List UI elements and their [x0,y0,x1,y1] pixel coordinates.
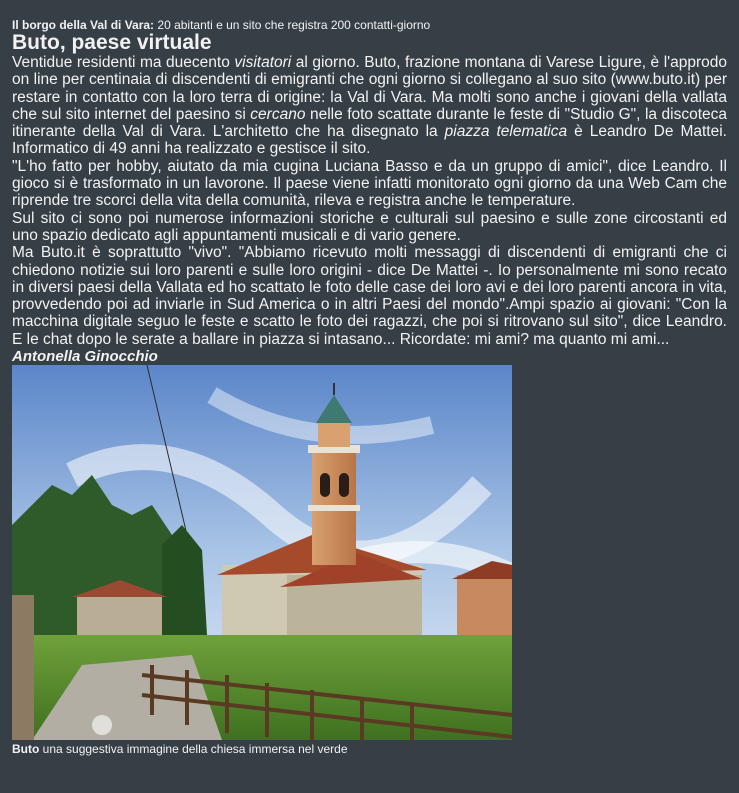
kicker-bold: Il borgo della Val di Vara: [12,18,155,32]
paragraph-info: Sul sito ci sono poi numerose informazioni storiche e culturali sul paesino e sulle zone circostanti ed uno spazio dedicato agli appuntamenti musicali e di vario genere. [12,209,727,244]
article-body [12,54,727,348]
caption-text: una suggestiva immagine della chiesa immersa nel verde [42,742,348,757]
text-run: al giorno. Buto, frazione montana di Varese Ligure, è l'approdo on line per centinaia di discendenti di emigranti che ogni giorno si collegano al suo sito (www.buto.it) per restare in contatto con la loro terra di origine: la Val di Vara. Ma molti sono anche i giovani della vallata che sul sito internet del paesino si [12,54,727,123]
page-title: Buto, paese virtuale [12,31,212,54]
paragraph-vivo: Ma Buto.it è soprattutto "vivo". "Abbiamo ricevuto molti messaggi di discendenti di emigranti che ci chiedono notizie sui loro parenti e sulle loro origini - dice De Mattei -. Io personalmente mi sono recato in diversi paesi della Vallata ed ho scattato le foto delle case dei loro avi e dei loro parenti ancora in vita, provvedendo poi ad inviarle in Sud America o in altri Paesi del mondo".Ampi spazio ai giovani: "Con la macchina digitale seguo le feste e scatto le foto dei ragazzi, che poi si ritrovano sul sito", dice Leandro. E le chat dopo le serate a ballare in piazza si intasano... Ricordate: mi ami? ma quanto mi ami... [12,244,727,348]
paragraph-hobby: "L'ho fatto per hobby, aiutato da mia cugina Luciana Basso e da un gruppo di amici", dice Leandro. Il gioco si è trasformato in un lavorone. Il paese viene infatti monitorato ogni giorno da una Web Cam che riprende tre scorci della vita della comunità, rileva e registra anche le temperature. [12,157,727,210]
church-photo [12,365,512,740]
kicker-text: 20 abitanti e un sito che registra 200 contatti-giorno [157,18,431,32]
text-run: Ventidue residenti ma duecento [12,54,235,71]
church-photo-illustration [12,365,512,740]
text-run: nelle foto scattate durante le feste di "Studio G", la discoteca itinerante della Val di Vara. L'architetto che ha disegnato la [12,105,727,141]
italic-run: visitatori [234,54,292,71]
text-run: è Leandro De Mattei. Informatico di 49 anni ha realizzato e gestisce il sito. [12,123,727,158]
italic-run: cercano [250,105,306,123]
italic-run: piazza telematica [444,123,568,141]
author-signature: Antonella Ginocchio [12,348,158,366]
paragraph-intro [12,54,727,158]
kicker [12,18,727,32]
caption-bold: Buto [12,742,40,757]
photo-caption [12,742,727,756]
